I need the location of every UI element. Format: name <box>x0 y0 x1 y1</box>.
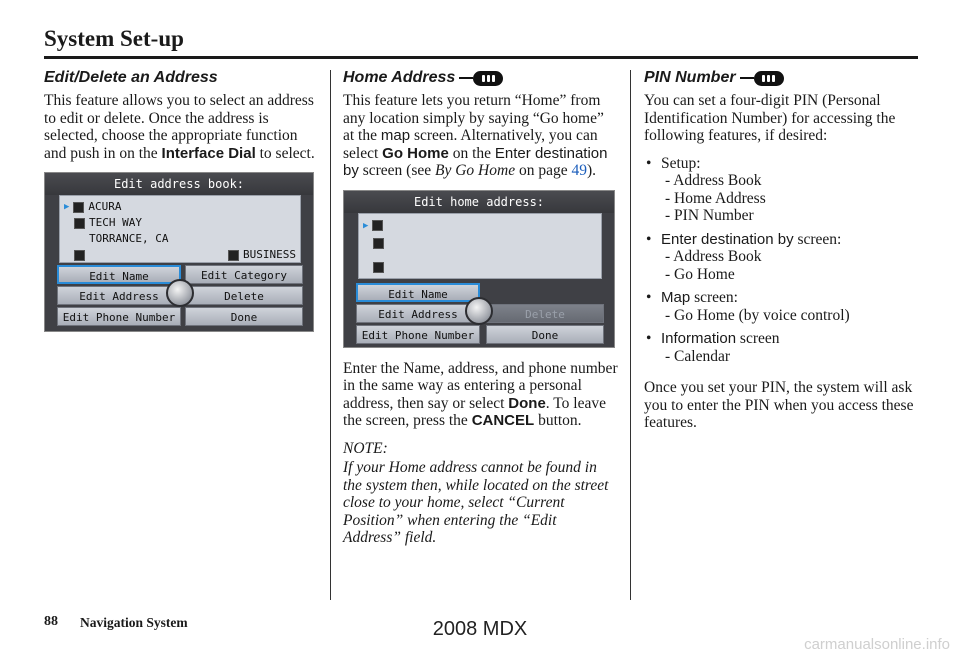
enter-name-paragraph: Enter the Name, address, and phone number in the same way as entering a personal address, then say or select Done. To leave the screen, press the CANCEL button. <box>343 359 618 429</box>
edit-category-button[interactable]: Edit Category <box>185 265 303 284</box>
by-go-home-ref: By Go Home <box>435 162 516 179</box>
address-panel <box>59 195 301 263</box>
home-phone-row <box>373 260 384 276</box>
phone-row <box>74 247 85 263</box>
name-icon <box>73 202 84 213</box>
home-address-paragraph: This feature lets you return “Home” from any location simply by saying “Go home” at the map screen. Alternatively, you can select Go Home on the Enter destination by screen (see By Go Home on page 49). <box>343 92 608 179</box>
go-home-term: Go Home <box>382 144 449 162</box>
title-rule <box>44 56 918 59</box>
note-label: NOTE: <box>343 439 388 457</box>
edit-phone-button[interactable]: Edit Phone Number <box>356 325 480 344</box>
city-row: TORRANCE, CA <box>89 232 169 245</box>
list-item-information: • Information screen - Calendar <box>644 330 920 365</box>
section-heading-home-address: Home Address <box>343 68 618 88</box>
done-term: Done <box>508 394 546 412</box>
column-pin-number <box>644 68 920 442</box>
done-button[interactable]: Done <box>486 325 604 344</box>
edit-address-button[interactable]: Edit Address <box>356 304 480 323</box>
list-item: - Home Address <box>665 190 920 208</box>
enter-destination-term: Enter destination by <box>343 144 608 179</box>
edit-home-address-screen <box>343 190 615 348</box>
done-button[interactable]: Done <box>185 307 303 326</box>
edit-delete-paragraph: This feature allows you to select an address to edit or delete. Once the address is selected, choose the appropriate function and push in on the Interface Dial to select. <box>44 92 315 162</box>
model-watermark: 2008 MDX <box>432 618 528 640</box>
delete-button[interactable]: Delete <box>185 286 303 305</box>
edit-address-button[interactable]: Edit Address <box>57 286 181 305</box>
section-heading-pin-number: PIN Number <box>644 68 920 88</box>
page-title: System Set-up <box>44 26 184 51</box>
interface-dial-icon <box>465 297 493 325</box>
screen-title: Edit address book: <box>45 173 313 195</box>
section-heading-edit-delete: Edit/Delete an Address <box>44 69 218 87</box>
list-item: - Address Book <box>665 172 920 190</box>
cancel-term: CANCEL <box>471 412 535 429</box>
edit-phone-button[interactable]: Edit Phone Number <box>57 307 181 326</box>
screen-title: Edit home address: <box>344 191 614 213</box>
phone-icon <box>74 250 85 261</box>
list-item: - Go Home <box>665 266 920 284</box>
home-address-row <box>373 236 384 252</box>
street-row: TECH WAY <box>74 215 142 231</box>
voice-command-icon <box>740 71 784 86</box>
edit-address-book-screen <box>44 172 314 332</box>
category-icon <box>228 250 239 261</box>
list-item: - PIN Number <box>665 207 920 225</box>
list-item-enter-destination: • Enter destination by screen: - Address Book - Go Home <box>644 231 920 284</box>
column-divider-2 <box>630 70 631 600</box>
cursor-arrow-icon: ▶ <box>64 202 70 212</box>
interface-dial-term: Interface Dial <box>161 144 256 162</box>
edit-name-button[interactable]: Edit Name <box>57 265 181 284</box>
page-link[interactable]: 49 <box>571 162 587 179</box>
column-home-address <box>343 68 618 557</box>
column-divider-1 <box>330 70 331 600</box>
home-name-row <box>363 218 383 234</box>
list-item-map: • Map screen: - Go Home (by voice control) <box>644 289 920 324</box>
phone-icon <box>373 262 384 273</box>
home-address-panel <box>358 213 602 279</box>
list-item-setup: • Setup: - Address Book - Home Address - PIN Number <box>644 155 920 225</box>
category-row: BUSINESS <box>228 247 296 263</box>
note-text: If your Home address cannot be found in the system then, while located on the street close to your home, select “Current Position” when entering the “Edit Address” field. <box>343 459 609 546</box>
voice-command-icon <box>459 71 503 86</box>
cursor-arrow-icon: ▶ <box>363 220 369 231</box>
list-item: - Go Home (by voice control) <box>665 307 920 325</box>
list-item: - Calendar <box>665 348 920 366</box>
delete-button-disabled: Delete <box>486 304 604 323</box>
pin-feature-list <box>644 155 920 366</box>
footer-label: Navigation System <box>80 615 188 630</box>
interface-dial-icon <box>166 279 194 307</box>
pin-outro: Once you set your PIN, the system will ask you to enter the PIN when you access these features. <box>644 379 914 431</box>
edit-name-button[interactable]: Edit Name <box>356 283 480 302</box>
column-edit-delete <box>44 68 316 332</box>
list-item: - Address Book <box>665 248 920 266</box>
page-number: 88 <box>44 614 58 629</box>
name-icon <box>372 220 383 231</box>
pin-intro: You can set a four-digit PIN (Personal Identification Number) for accessing the following features, if desired: <box>644 92 896 144</box>
site-watermark: carmanualsonline.info <box>804 636 950 653</box>
address-name-row: ▶ ACURA <box>64 200 122 213</box>
address-icon <box>373 238 384 249</box>
address-icon <box>74 218 85 229</box>
map-term: map <box>380 127 411 144</box>
